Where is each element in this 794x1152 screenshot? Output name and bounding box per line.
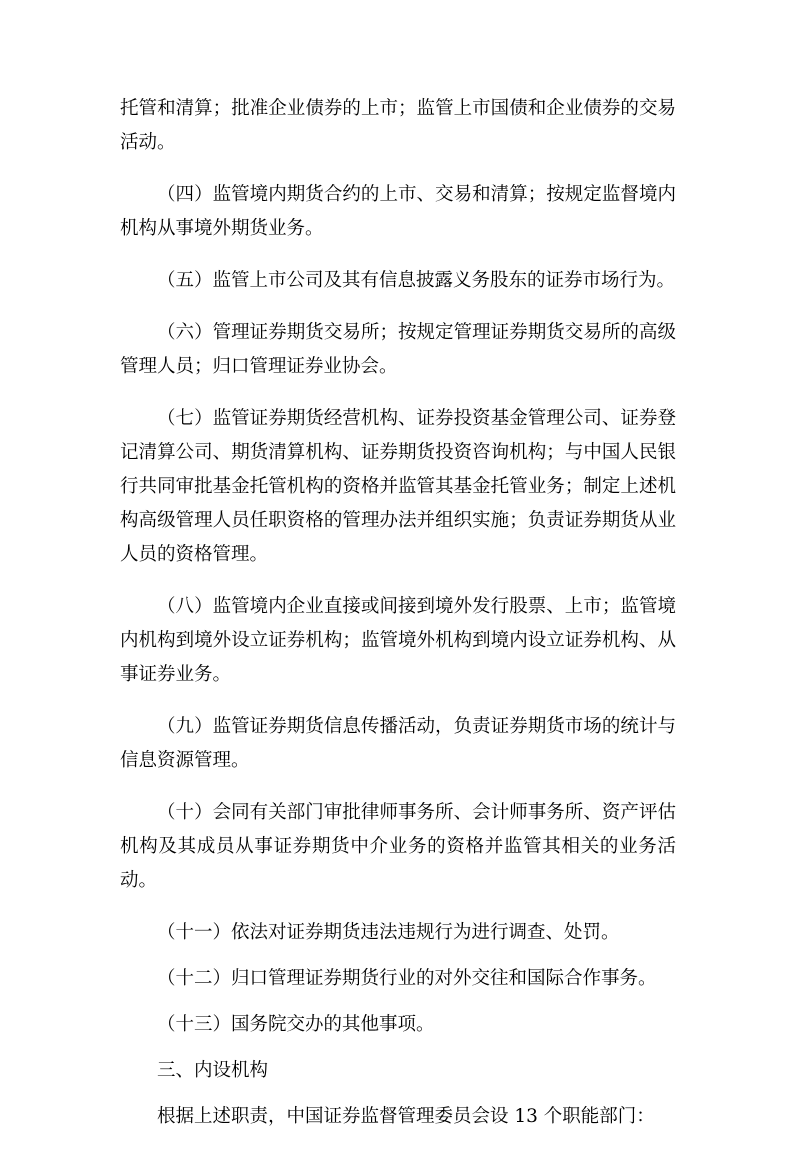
paragraph-item-7: （七）监管证券期货经营机构、证券投资基金管理公司、证券登记清算公司、期货清算机构、证券期货投资咨询机构；与中国人民银行共同审批基金托管机构的资格并监管其基金托管业务；制定上述机构高级管理人员任职资格的管理办法并组织实施；负责证券期货从业人员的资格管理。 bbox=[120, 408, 676, 565]
paragraph-item-5: （五）监管上市公司及其有信息披露义务股东的证券市场行为。 bbox=[157, 270, 676, 291]
paragraph-item-13: （十三）国务院交办的其他事项。 bbox=[157, 1014, 435, 1035]
paragraph-item-12: （十二）归口管理证券期货行业的对外交往和国际合作事务。 bbox=[157, 968, 657, 989]
paragraph-item-9: （九）监管证券期货信息传播活动，负责证券期货市场的统计与信息资源管理。 bbox=[120, 716, 676, 771]
paragraph-item-11: （十一）依法对证券期货违法违规行为进行调查、处罚。 bbox=[157, 922, 620, 943]
section-heading-internal-structure: 三、内设机构 bbox=[157, 1060, 269, 1081]
paragraph-departments-intro: 根据上述职责，中国证券监督管理委员会设 13 个职能部门： bbox=[157, 1106, 655, 1127]
paragraph-continuation: 托管和清算；批准企业债券的上市；监管上市国债和企业债券的交易活动。 bbox=[120, 98, 676, 153]
document-body bbox=[120, 92, 676, 1152]
paragraph-item-10: （十）会同有关部门审批律师事务所、会计师事务所、资产评估机构及其成员从事证券期货中介业务的资格并监管其相关的业务活动。 bbox=[120, 802, 676, 891]
paragraph-item-4: （四）监管境内期货合约的上市、交易和清算；按规定监督境内机构从事境外期货业务。 bbox=[120, 184, 676, 239]
paragraph-item-6: （六）管理证券期货交易所；按规定管理证券期货交易所的高级管理人员；归口管理证券业协会。 bbox=[120, 322, 676, 377]
paragraph-item-8: （八）监管境内企业直接或间接到境外发行股票、上市；监管境内机构到境外设立证券机构；监管境外机构到境内设立证券机构、从事证券业务。 bbox=[120, 596, 676, 685]
